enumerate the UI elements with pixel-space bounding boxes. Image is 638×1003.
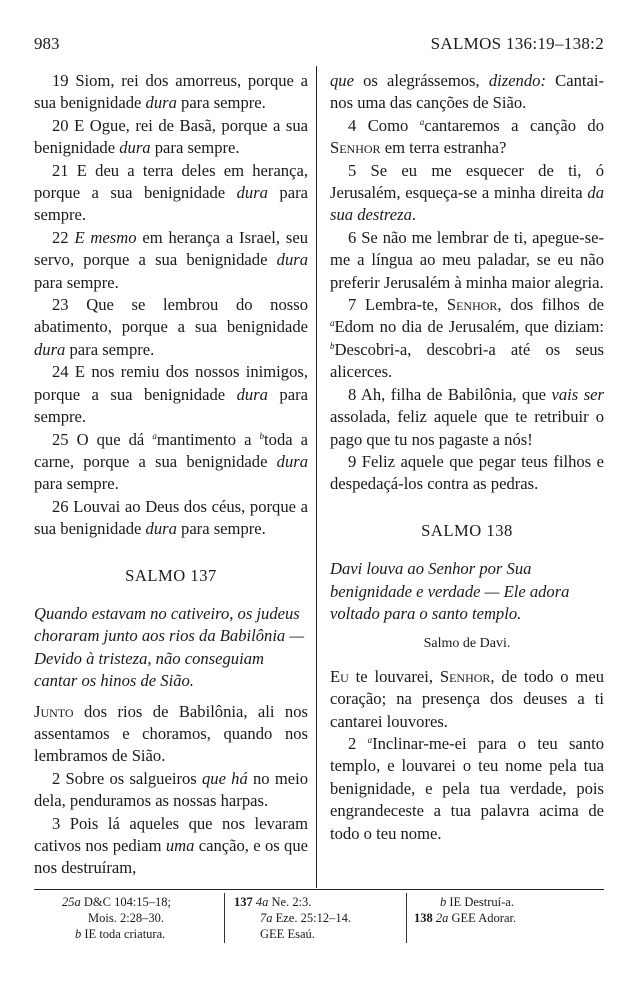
footnote-marker[interactable]: a <box>367 734 373 745</box>
footnote-column-separator <box>406 893 407 943</box>
verse-136-26: 26 Louvai ao Deus dos céus, porque a sua benignidade dura para sempre. <box>34 496 308 539</box>
left-column <box>34 70 308 880</box>
page-number: 983 <box>34 34 60 53</box>
footnote-marker[interactable]: a <box>152 430 157 441</box>
footnote-line: b IE toda criatura. <box>75 927 166 941</box>
verse-137-7: 7 Lembra-te, Senhor, dos filhos de $^a$Edom no dia de Jerusalém, que diziam: $^b$Descobri-a, descobri-a até os seus alicerces. <box>330 295 605 382</box>
verse-137-5: 5 Se eu me esquecer de ti, ó Jerusalém, esqueça-se a minha direita da sua destreza. <box>330 160 604 225</box>
footnote-marker[interactable]: b <box>330 340 335 351</box>
footnotes-column-1 <box>62 894 212 942</box>
psalm-137-intro: Quando estavam no cativeiro, os judeus choraram junto aos rios da Babilônia — Devido à tristeza, não conseguiam cantar os hinos de Sião. <box>34 603 305 691</box>
psalm-137-title: SALMO 137 <box>125 565 217 585</box>
footnote-marker[interactable]: a <box>419 116 425 127</box>
verse-137-3: 3 Pois lá aqueles que nos levaram cativos nos pediam uma canção, e os que nos destruíram, <box>34 813 308 878</box>
verse-137-6: 6 Se não me lembrar de ti, apegue-se-me a língua ao meu paladar, se eu não preferir Jerusalém à minha maior alegria. <box>330 227 604 292</box>
footnote-line: Mois. 2:28–30. <box>88 911 165 925</box>
footnote-line: b IE Destruí-a. <box>440 895 514 909</box>
verse-138-2: 2 $^a$Inclinar-me-ei para o teu santo templo, e louvarei o teu nome pela tua benignidade, e pela tua verdade, pois engrandeceste a tua palavra acima de todo o teu nome. <box>330 733 604 843</box>
verse-137-4: 4 Como $^a$cantaremos a canção do Senhor em terra estranha? <box>330 115 605 158</box>
verse-137-8: 8 Ah, filha de Babilônia, que vais ser assolada, feliz aquele que te retribuir o pago que tu nos pagaste a nós! <box>330 384 604 449</box>
footnote-line: GEE Esaú. <box>260 927 315 941</box>
verse-136-24: 24 E nos remiu dos nossos inimigos, porque a sua benignidade dura para sempre. <box>34 362 308 427</box>
footnote-marker[interactable]: a <box>330 318 335 329</box>
verse-137-1: Junto dos rios de Babilônia, ali nos assentamos e choramos, quando nos lembramos de Sião. <box>34 701 308 766</box>
footnote-marker[interactable]: b <box>259 430 265 441</box>
verse-137-2: 2 Sobre os salgueiros que há no meio dela, penduramos as nossas harpas. <box>34 768 308 811</box>
psalm-138-title: SALMO 138 <box>421 520 513 540</box>
verse-136-21: 21 E deu a terra deles em herança, porque a sua benignidade dura para sempre. <box>34 160 308 225</box>
column-divider <box>316 66 317 888</box>
footnote-rule <box>34 889 604 890</box>
verse-136-19: 19 Siom, rei dos amorreus, porque a sua benignidade dura para sempre. <box>34 71 308 113</box>
verse-136-20: 20 E Ogue, rei de Basã, porque a sua benignidade dura para sempre. <box>34 115 308 158</box>
page-header <box>34 34 604 60</box>
footnote-line: 137 4a Ne. 2:3. <box>234 895 312 909</box>
verse-137-3-continued: que os alegrássemos, dizendo: Cantai-nos uma das canções de Sião. <box>330 71 604 113</box>
footnotes-column-3 <box>414 894 614 926</box>
psalm-138-credit: Salmo de Davi. <box>423 636 511 652</box>
right-column <box>330 70 604 845</box>
footnote-line: 7a Eze. 25:12–14. <box>260 911 351 925</box>
running-head: SALMOS 136:19–138:2 <box>430 34 604 53</box>
footnote-line: 138 2a GEE Adorar. <box>414 911 517 925</box>
footnote-column-separator <box>224 893 225 943</box>
verse-137-9: 9 Feliz aquele que pegar teus filhos e despedaçá-los contra as pedras. <box>330 451 604 494</box>
footnotes-column-2 <box>234 894 404 942</box>
verse-136-23: 23 Que se lembrou do nosso abatimento, porque a sua benignidade dura para sempre. <box>34 295 308 359</box>
psalm-138-intro: Davi louva ao Senhor por Sua benignidade e verdade — Ele adora voltado para o santo templo. <box>330 559 570 623</box>
footnote-line: 25a D&C 104:15–18; <box>62 895 172 909</box>
verse-138-1: Eu te louvarei, Senhor, de todo o meu coração; na presença dos deuses a ti cantarei louvores. <box>330 666 604 731</box>
verse-136-25: 25 O que dá $^a$mantimento a $^b$toda a carne, porque a sua benignidade dura para sempre. <box>34 429 308 494</box>
verse-136-22: 22 E mesmo em herança a Israel, seu servo, porque a sua benignidade dura para sempre. <box>34 227 309 292</box>
